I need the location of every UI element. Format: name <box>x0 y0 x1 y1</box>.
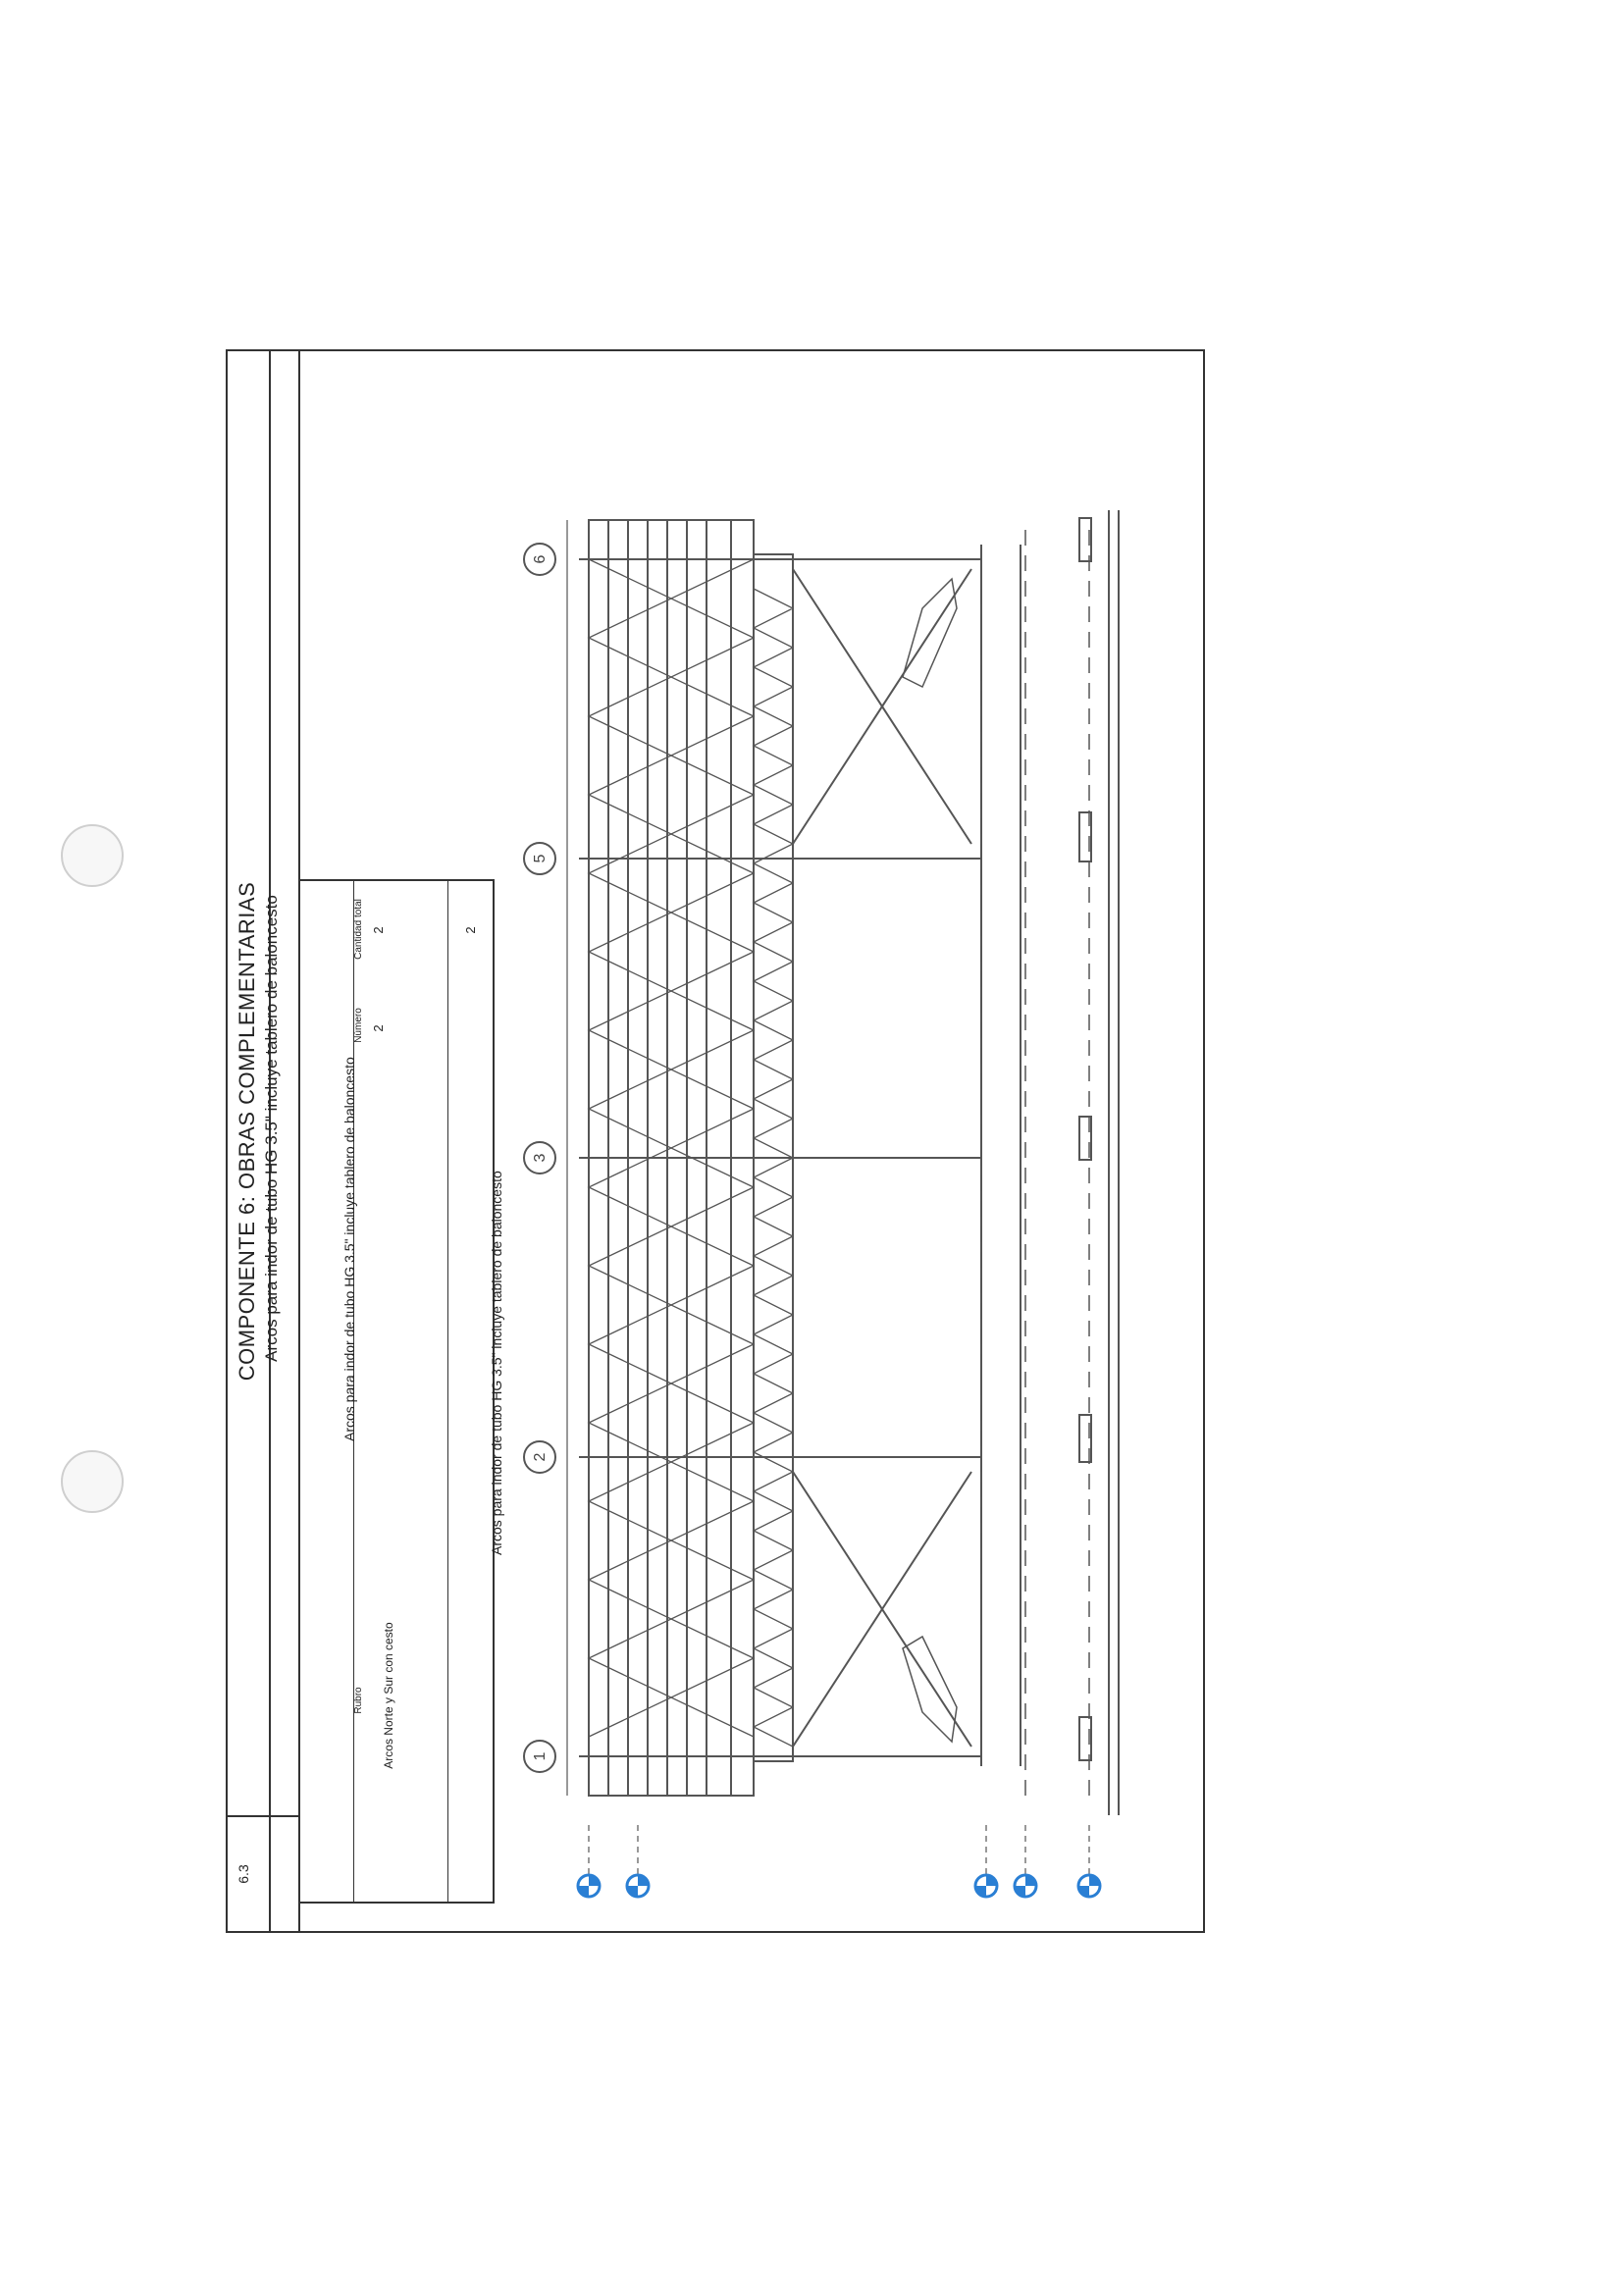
column-header-rubro: Rubro <box>353 1687 364 1714</box>
grid-label: 6 <box>532 554 549 564</box>
table-heading: Arcos para indor de tubo HG 3.5" incluye tablero de baloncesto <box>341 1057 357 1441</box>
grid-label: 5 <box>532 854 549 863</box>
column-header-cantidad: Cantidad total <box>353 899 364 960</box>
page-subtitle: Arcos para indor de tubo HG 3.5" incluye tablero de baloncesto <box>262 895 281 1362</box>
level-markers <box>578 1875 1100 1897</box>
grid-label: 3 <box>532 1153 549 1163</box>
grid-label: 2 <box>532 1452 549 1462</box>
table-total-value: 2 <box>463 926 478 934</box>
section-number: 6.3 <box>236 1864 251 1884</box>
table-total-label: Arcos para indor de tubo HG 3.5" incluye tablero de baloncesto <box>489 1171 504 1555</box>
page-title: COMPONENTE 6: OBRAS COMPLEMENTARIAS <box>235 881 259 1382</box>
table-row-rubro: Arcos Norte y Sur con cesto <box>382 1622 395 1769</box>
table-row-cantidad: 2 <box>371 926 386 934</box>
table-row-numero: 2 <box>371 1024 386 1032</box>
column-header-numero: Número <box>353 1008 364 1043</box>
grid-label: 1 <box>532 1751 549 1761</box>
